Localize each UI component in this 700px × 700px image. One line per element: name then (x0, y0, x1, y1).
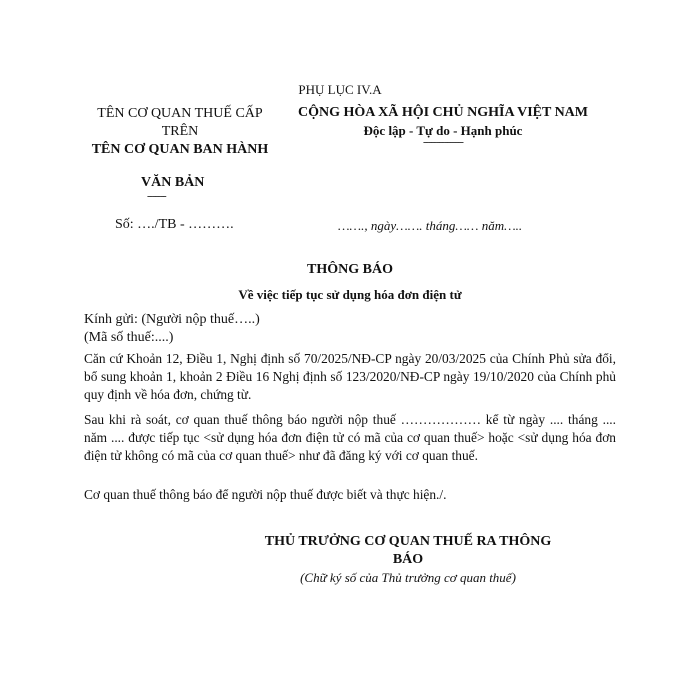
appendix-label: PHỤ LỤC IV.A (298, 82, 382, 97)
recipient-line: Kính gửi: (Người nộp thuế…..) (84, 312, 260, 327)
document-subtitle: Về việc tiếp tục sử dụng hóa đơn điện tử (238, 287, 462, 302)
national-header-block (283, 105, 603, 148)
right-header-divider: --------------- (423, 136, 463, 148)
tax-code-line: (Mã số thuế:....) (84, 330, 174, 345)
signatory-title-line2: BÁO (392, 552, 424, 567)
issuing-agency-line2: VĂN BẢN (141, 175, 205, 190)
body-paragraph-closing: Cơ quan thuế thông báo để người nộp thuế được biết và thực hiện./. (84, 487, 447, 502)
nation-title: CỘNG HÒA XÃ HỘI CHỦ NGHĨA VIỆT NAM (297, 105, 588, 120)
parent-agency-line1: TÊN CƠ QUAN THUẾ CẤP (97, 106, 263, 121)
document-title: THÔNG BÁO (307, 262, 393, 277)
document-date: ……., ngày……. tháng…… năm….. (338, 218, 523, 233)
signatory-title-line1: THỦ TRƯỞNG CƠ QUAN THUẾ RA THÔNG (264, 534, 552, 549)
left-header-divider: ------- (147, 190, 166, 202)
issuing-agency-block (76, 105, 284, 159)
body-paragraph-legal-basis: Căn cứ Khoản 12, Điều 1, Nghị định số 70/2025/NĐ-CP ngày 20/03/2025 của Chính Phủ sửa đổi, bổ sung khoản 1, khoản 2 Điều 16 Nghị định số 123/2020/NĐ-CP ngày 19/10/2020 của Chính phủ quy định về hóa đơn, chứng từ. (84, 351, 616, 402)
signature-note: (Chữ ký số của Thủ trưởng cơ quan thuế) (300, 570, 516, 585)
document-number: Số: …./TB - ………. (115, 217, 234, 232)
parent-agency-line2: TRÊN (161, 124, 199, 139)
body-paragraph-notice: Sau khi rà soát, cơ quan thuế thông báo người nộp thuế ……………… kể từ ngày .... tháng .... năm .... được tiếp tục <sử dụng hóa đơn điện tử có mã của cơ quan thuế> hoặc <sử dụng hóa đơn điện tử không có mã của cơ quan thuế> như đã đăng ký với cơ quan thuế. (84, 412, 616, 463)
signature-block (248, 534, 568, 586)
issuing-agency-line1: TÊN CƠ QUAN BAN HÀNH (91, 142, 269, 157)
national-motto: Độc lập - Tự do - Hạnh phúc (363, 123, 523, 138)
